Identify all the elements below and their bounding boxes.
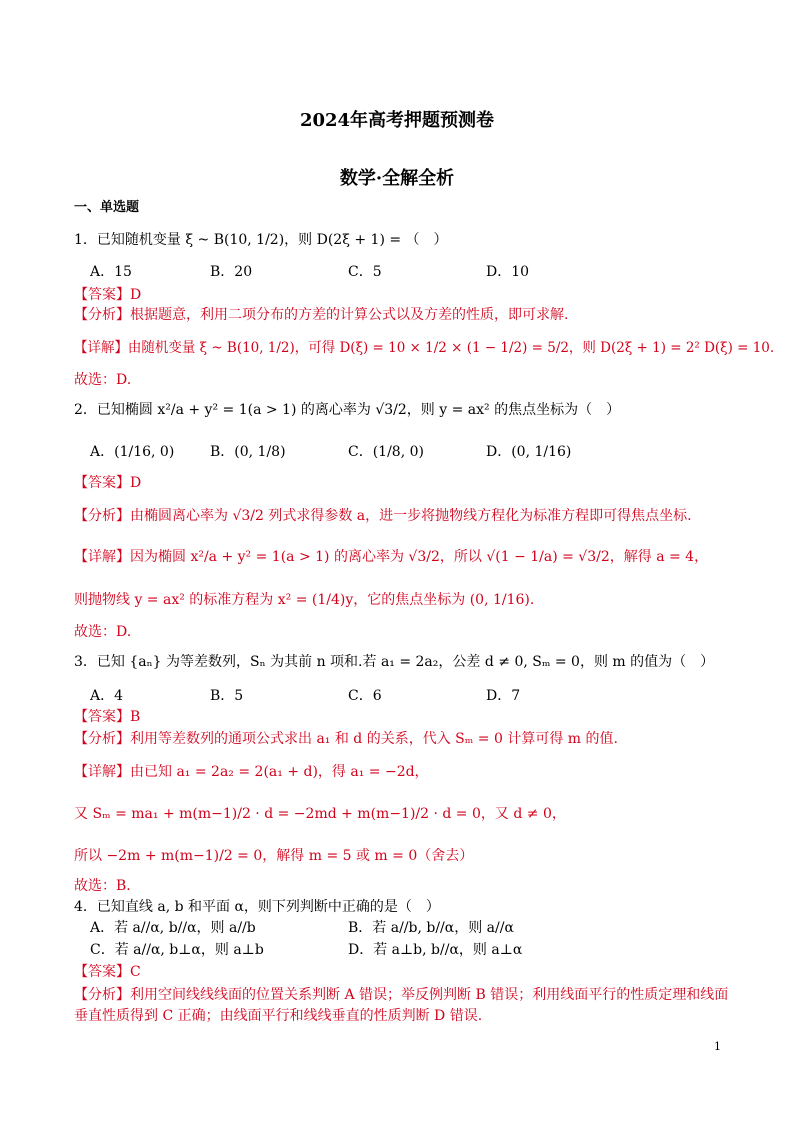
q4-stem: 4．已知直线 a, b 和平面 α，则下列判断中正确的是（ ） [74, 899, 440, 915]
q2-option-c: C．(1/8, 0) [348, 444, 424, 460]
q3-analysis: 【分析】利用等差数列的通项公式求出 a₁ 和 d 的关系，代入 Sₘ = 0 计算可得 m 的值. [74, 731, 618, 747]
page-title: 2024年高考押题预测卷 [299, 110, 495, 131]
q3-option-b: B．5 [210, 688, 244, 704]
q3-detail-2: 又 Sₘ = ma₁ + m(m−1)/2 · d = −2md + m(m−1)/2 · d = 0，又 d ≠ 0， [74, 806, 566, 822]
q4-option-b: B．若 a//b, b//α，则 a//α [348, 920, 514, 936]
q4-option-a: A．若 a//α, b//α，则 a//b [90, 920, 256, 936]
page-subtitle: 数学·全解全析 [339, 168, 455, 189]
q2-stem: 2．已知椭圆 x²/a + y² = 1(a > 1) 的离心率为 √3/2，则 y = ax² 的焦点坐标为（ ） [74, 402, 621, 418]
q3-stem: 3．已知 {aₙ} 为等差数列，Sₙ 为其前 n 项和.若 a₁ = 2a₂，公差 d ≠ 0, Sₘ = 0，则 m 的值为（ ） [74, 654, 715, 670]
q2-analysis: 【分析】由椭圆离心率为 √3/2 列式求得参数 a，进一步将抛物线方程化为标准方程即可得焦点坐标. [74, 508, 692, 524]
q3-answer: 【答案】B [74, 709, 141, 725]
q1-answer: 【答案】D [74, 287, 142, 303]
q4-answer: 【答案】C [74, 964, 141, 980]
q1-conclusion: 故选：D. [74, 372, 132, 388]
q1-stem: 1．已知随机变量 ξ ~ B(10, 1/2)，则 D(2ξ + 1) = （ ） [74, 232, 448, 248]
q3-option-a: A．4 [90, 688, 124, 704]
q4-option-d: D．若 a⊥b, b//α，则 a⊥α [348, 942, 523, 958]
q1-option-a: A．15 [90, 264, 132, 280]
q2-conclusion: 故选：D. [74, 624, 132, 640]
q2-detail-1: 【详解】因为椭圆 x²/a + y² = 1(a > 1) 的离心率为 √3/2，所以 √(1 − 1/a) = √3/2，解得 a = 4， [74, 549, 709, 565]
q2-answer: 【答案】D [74, 475, 142, 491]
q2-detail-2: 则抛物线 y = ax² 的标准方程为 x² = (1/4)y，它的焦点坐标为 (0, 1/16). [74, 592, 535, 608]
q3-conclusion: 故选：B. [74, 878, 131, 894]
q3-option-d: D．7 [486, 688, 521, 704]
q4-option-c: C．若 a//α, b⊥α，则 a⊥b [90, 942, 264, 958]
q3-detail-3: 所以 −2m + m(m−1)/2 = 0，解得 m = 5 或 m = 0（舍去） [74, 848, 474, 864]
q1-option-c: C．5 [348, 264, 382, 280]
q3-option-c: C．6 [348, 688, 382, 704]
q4-analysis-2: 垂直性质得到 C 正确；由线面平行和线线垂直的性质判断 D 错误. [74, 1008, 483, 1024]
page-number: 1 [714, 1040, 721, 1053]
q1-option-d: D．10 [486, 264, 530, 280]
q4-analysis-1: 【分析】利用空间线线线面的位置关系判断 A 错误；举反例判断 B 错误；利用线面平行的性质定理和线面 [74, 987, 729, 1003]
q1-detail: 【详解】由随机变量 ξ ~ B(10, 1/2)，可得 D(ξ) = 10 × 1/2 × (1 − 1/2) = 5/2，则 D(2ξ + 1) = 2² D(ξ) = 10. [74, 340, 775, 356]
section-heading: 一、单选题 [74, 200, 140, 215]
q3-detail-1: 【详解】由已知 a₁ = 2a₂ = 2(a₁ + d)，得 a₁ = −2d， [74, 764, 429, 780]
q2-option-d: D．(0, 1/16) [486, 444, 572, 460]
q2-option-a: A．(1/16, 0) [90, 444, 175, 460]
q1-analysis: 【分析】根据题意，利用二项分布的方差的计算公式以及方差的性质，即可求解. [74, 307, 569, 323]
q2-option-b: B．(0, 1/8) [210, 444, 286, 460]
q1-option-b: B．20 [210, 264, 253, 280]
